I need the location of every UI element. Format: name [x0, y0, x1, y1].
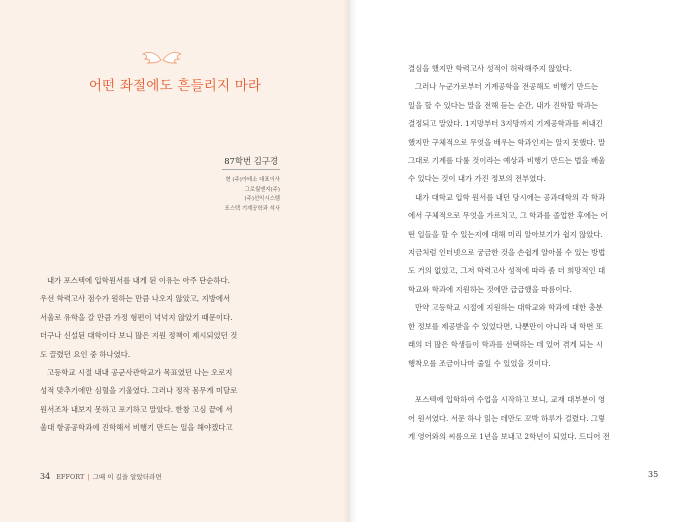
page-number: 35: [648, 470, 659, 479]
text-line: 서울로 유학을 갈 만큼 가정 형편이 넉넉지 않았기 때문이다.: [40, 312, 233, 322]
credential-line: (주)선익시스템: [244, 196, 280, 202]
credential-line: 그로월앤지(주): [244, 186, 280, 193]
chapter-title: 어떤 좌절에도 흔들리지 마라: [88, 78, 262, 94]
author-name: 87학번 김구경: [224, 156, 278, 166]
paragraph-gap: [408, 373, 652, 391]
text-line: 원서조차 내보지 못하고 포기하고 말았다. 한참 고심 끝에 서: [40, 404, 233, 414]
text-line: 우선 학력고사 점수가 원하는 만큼 나오지 않았고, 지방에서: [40, 294, 231, 304]
text-line: 래의 더 많은 학생들이 학과를 선택하는 데 있어 겪게 되는 시: [408, 340, 603, 350]
text-line: 결정되고 말았다. 1지망부터 3지망까지 기계공학과를 써내긴: [408, 119, 603, 129]
text-line: 도 거의 없었고, 그저 학력고사 성적에 따라 좀 더 희망적인 대: [408, 266, 606, 276]
text-line: 울대 항공공학과에 진학해서 비행기 만드는 일을 해야겠다고: [40, 423, 233, 433]
text-line: 결심을 했지만 학력고사 성적이 허락해주지 않았다.: [408, 64, 573, 73]
text-line: 했지만 구체적으로 무엇을 배우는 학과인지는 알지 못했다. 말: [408, 137, 606, 147]
text-line: 떤 일들을 할 수 있는지에 대해 미리 알아보기가 쉽지 않았다.: [408, 229, 603, 239]
footer-separator: |: [87, 473, 90, 481]
author-divider: [222, 169, 280, 170]
text-line: 일을 할 수 있다는 말을 전해 듣는 순간, 내가 진학할 학과는: [408, 100, 599, 110]
text-line: 포스텍에 입학하여 수업을 시작하고 보니, 교재 대부분이 영: [415, 395, 606, 405]
page-number: 34: [40, 472, 51, 481]
left-body-text: [40, 272, 308, 438]
text-line: 학교와 학과에 지원하는 것에만 급급했을 따름이다.: [408, 284, 573, 294]
text-line: 게 영어와의 씨름으로 1년을 보내고 2학년이 되었다. 드디어 전: [408, 432, 610, 442]
text-line: 고등학교 시절 내내 공군사관학교가 목표였던 나는 오로지: [47, 368, 233, 378]
credential-line: 현 (주)아테소 대표이사: [225, 177, 280, 183]
text-line: 그대로 기계를 다룰 것이라는 예상과 비행기 만드는 법을 배울: [408, 156, 606, 166]
text-line: 더구나 신설된 대학이다 보니 많은 지원 정책이 제시되었던 것: [40, 331, 238, 341]
credential-line: 포스텍 기계공학과 석사: [224, 205, 280, 212]
text-line: 수 있다는 것이 내가 가진 정보의 전부였다.: [408, 174, 546, 184]
wings-icon: [142, 50, 182, 68]
text-line: 그러나 누군가로부터 기계공학을 전공해도 비행기 만드는: [415, 82, 599, 92]
text-line: 어 원서였다. 서문 하나 읽는 데만도 꼬박 하루가 걸렸다. 그렇: [408, 413, 606, 423]
page-gutter: [343, 0, 357, 522]
text-line: 에서 구체적으로 무엇을 가르치고, 그 학과를 졸업한 후에는 어: [408, 211, 608, 221]
book-title: 그때 이 길을 알았더라면: [92, 473, 162, 481]
text-line: 만약 고등학교 시절에 지원하는 대학교와 학과에 대한 충분: [415, 303, 603, 313]
text-line: 내가 포스텍에 입학원서를 내게 된 이유는 아주 단순하다.: [47, 276, 231, 285]
text-line: 행착오를 조금이나마 줄일 수 있었을 것이다.: [408, 358, 551, 368]
text-line: 성적 맞추기에만 심혈을 기울였다. 그러나 정작 몸무게 미달로: [40, 386, 238, 396]
text-line: 지금처럼 인터넷으로 궁금한 것을 손쉽게 알아볼 수 있는 방법: [408, 248, 606, 258]
text-line: 내가 대학교 입학 원서를 내던 당시에는 공과대학의 각 학과: [415, 192, 606, 202]
text-line: 한 정보를 제공받을 수 있었다면, 나뿐만이 아니라 내 학번 또: [408, 321, 603, 331]
author-credentials: [224, 176, 280, 214]
left-footer: [40, 472, 162, 481]
right-body-text: [408, 60, 652, 447]
series-name: EFFORT: [56, 473, 85, 481]
text-line: 도 끌렸던 요인 중 하나였다.: [40, 349, 131, 359]
